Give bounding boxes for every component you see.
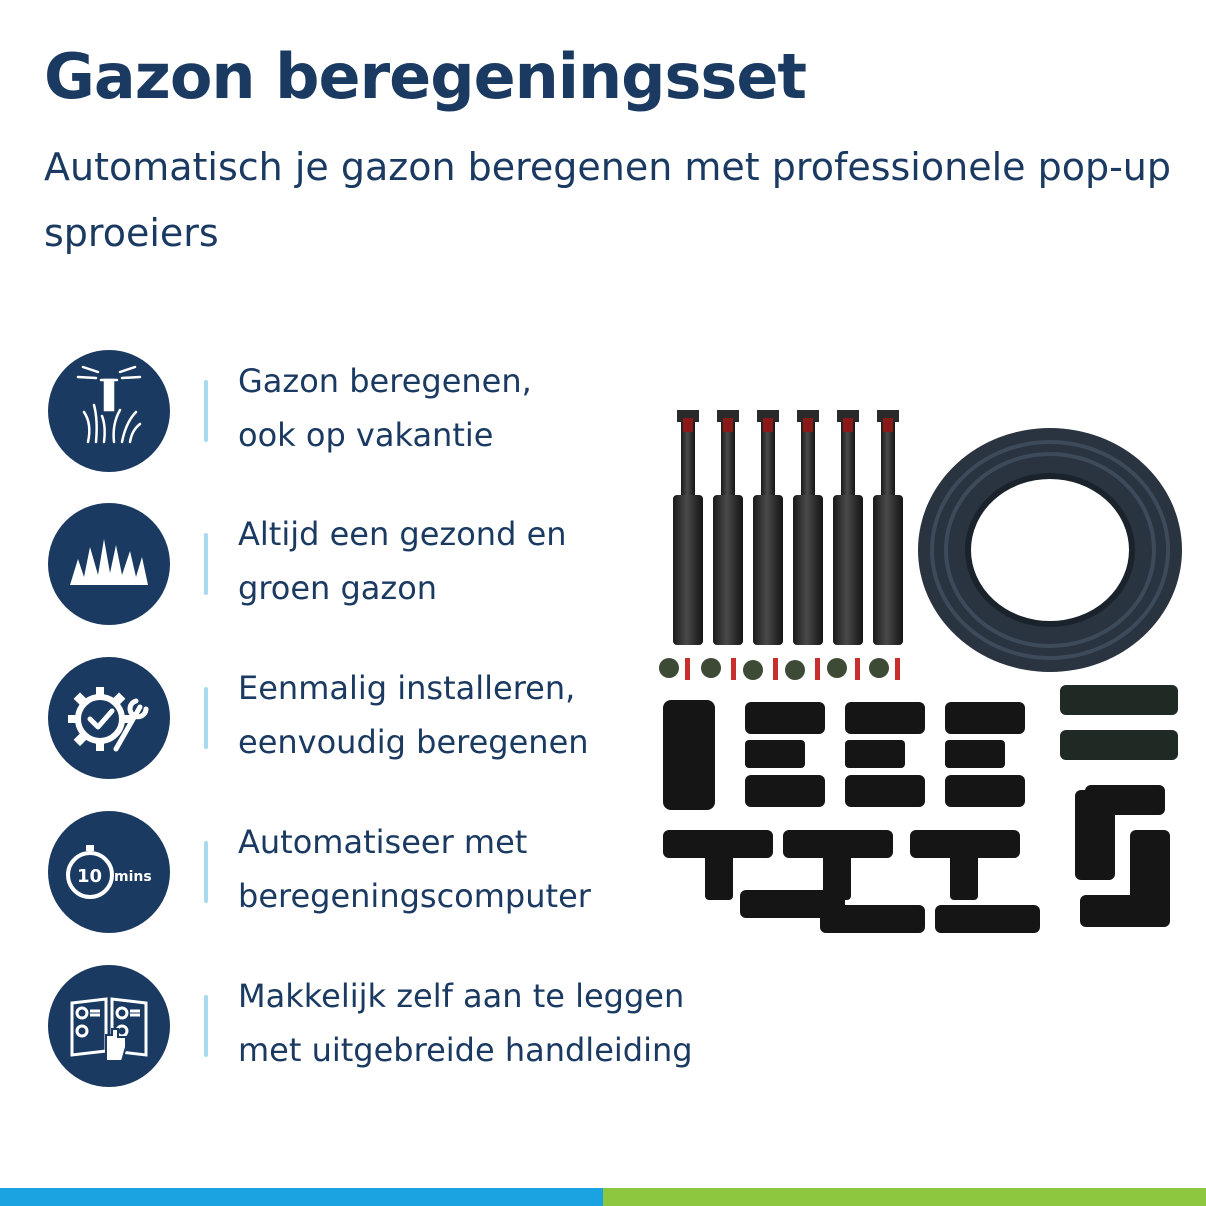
sprinkler-grass-icon (48, 350, 170, 472)
product-image (655, 400, 1195, 940)
feature-line: beregeningscomputer (238, 877, 591, 915)
feature-text (238, 969, 758, 1077)
fittings (663, 685, 1178, 933)
divider-bar (204, 380, 208, 442)
page-subtitle: Automatisch je gazon beregenen met professionele pop-up sproeiers (44, 145, 1171, 255)
footer-bar-green (603, 1188, 1206, 1206)
pe-hose-coil (918, 428, 1182, 672)
feature-line: Automatiseer met (238, 823, 528, 861)
feature-line: eenvoudig beregenen (238, 723, 589, 761)
timer-unit: mins (114, 869, 152, 885)
feature-line: met uitgebreide handleiding (238, 1031, 693, 1069)
timer-number: 10 (77, 866, 103, 887)
divider-bar (204, 995, 208, 1057)
gear-wrench-check-icon (48, 657, 170, 779)
feature-line: Altijd een gezond en (238, 515, 567, 553)
divider-bar (204, 687, 208, 749)
feature-line: Makkelijk zelf aan te leggen (238, 977, 685, 1015)
nozzles (659, 658, 900, 680)
feature-item (48, 965, 748, 1089)
divider-bar (204, 533, 208, 595)
feature-item (48, 503, 748, 627)
feature-line: Gazon beregenen, (238, 362, 532, 400)
feature-item (48, 350, 748, 474)
timer-icon (48, 811, 170, 933)
popup-sprinklers (673, 410, 903, 645)
feature-line: ook op vakantie (238, 416, 494, 454)
page-title: Gazon beregeningsset (44, 40, 807, 113)
feature-item (48, 811, 748, 935)
feature-line: groen gazon (238, 569, 438, 607)
feature-item (48, 657, 748, 781)
manual-hand-icon (48, 965, 170, 1087)
footer-bar-blue (0, 1188, 603, 1206)
grass-icon (48, 503, 170, 625)
divider-bar (204, 841, 208, 903)
feature-line: Eenmalig installeren, (238, 669, 576, 707)
